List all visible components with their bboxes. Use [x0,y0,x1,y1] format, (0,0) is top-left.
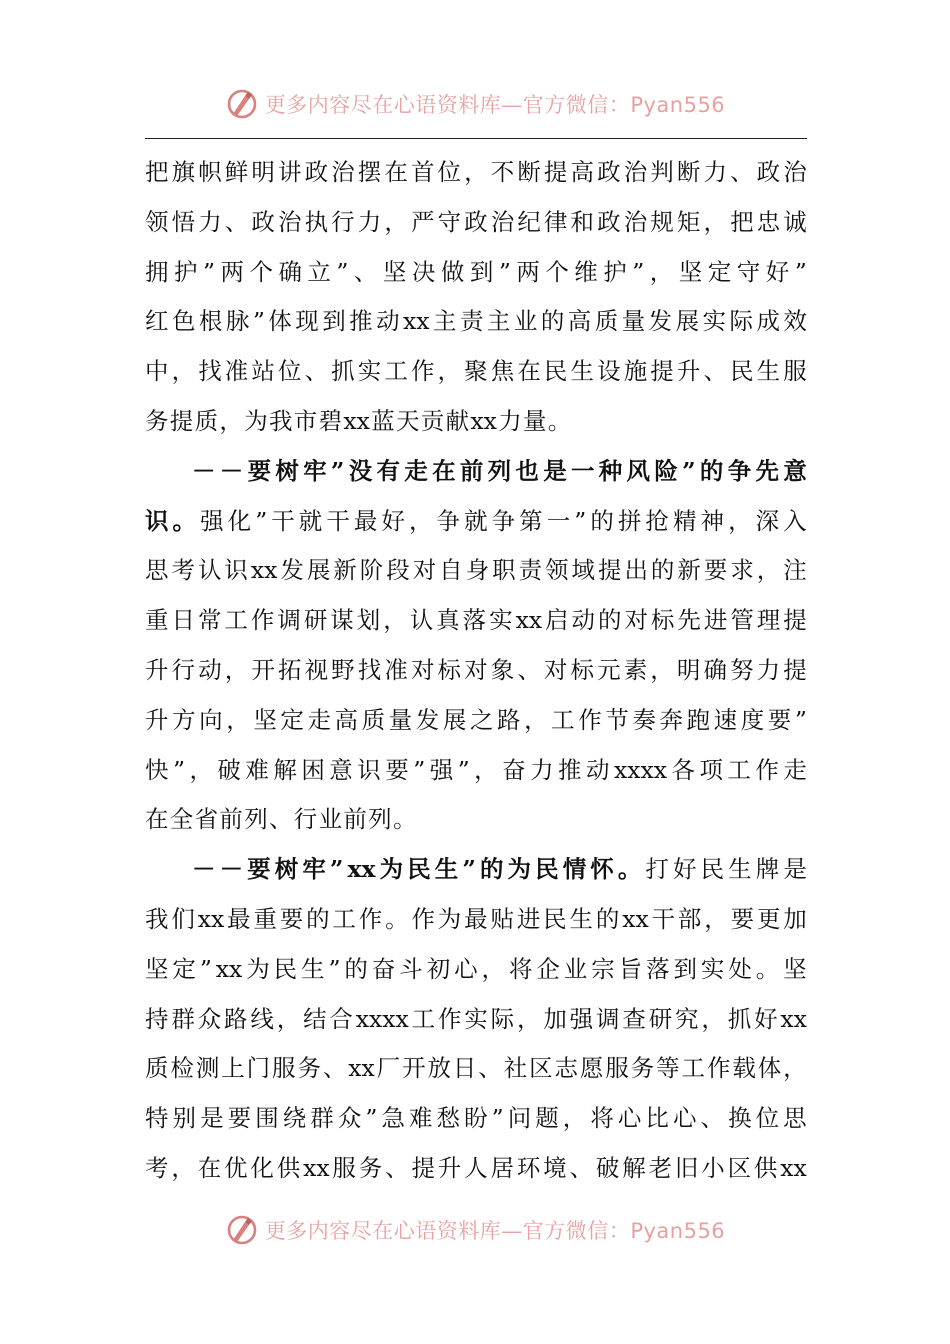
text-line: 务 提 质 ， 为 我 市 碧 xx 蓝 天 贡 献 xx 力 量 。 [145,406,572,435]
text-line: 识 。 强 化 ” 干 就 干 最 好 ， 争 就 争 第 一 ” 的 拼 抢 精 神 ， 深 入 [145,506,807,535]
banner-text: 更多内容尽在心语资料库—官方微信： [264,93,631,117]
text-line: 考 ， 在 优 化 供 xx 服 务 、 提 升 人 居 环 境 、 破 解 老 旧 小 区 供 xx [145,1153,807,1182]
pen-circle-icon [225,1213,259,1247]
document-body [145,148,807,1194]
banner-wechat: Pyan556 [630,93,726,117]
footer-banner-text: 更多内容尽在心语资料库—官方微信： [264,1219,631,1243]
footer-banner-wechat: Pyan556 [630,1219,726,1243]
header-rule [145,138,807,139]
text-line: 在 全 省 前 列 、 行 业 前 列 。 [145,805,417,834]
text-line: 持 群 众 路 线 ， 结 合 xxxx 工 作 实 际 ， 加 强 调 查 研 究 ， 抓 好 xx [145,1004,807,1033]
text-line: 红 色 根 脉 ” 体 现 到 推 动 xx 主 责 主 业 的 高 质 量 发 展 实 际 成 效 [145,307,807,336]
text-line: 拥 护 ” 两 个 确 立 ” 、 坚 决 做 到 ” 两 个 维 护 ” ， 坚 定 守 好 ” [145,257,807,286]
header-banner [0,84,950,124]
text-line: 坚 定 ” xx 为 民 生 ” 的 奋 斗 初 心 ， 将 企 业 宗 旨 落 到 实 处 。 坚 [145,954,807,983]
text-line: 快 ” ， 破 难 解 困 意 识 要 ” 强 ” ， 奋 力 推 动 xxxx 各 项 工 作 走 [145,755,807,784]
text-line: 思 考 认 识 xx 发 展 新 阶 段 对 自 身 职 责 领 域 提 出 的 新 要 求 ， 注 [145,556,807,585]
pen-circle-icon [225,87,259,121]
footer-banner [0,1210,950,1250]
text-line: 质 检 测 上 门 服 务 、 xx 厂 开 放 日 、 社 区 志 愿 服 务 等 工 作 载 体 ， [145,1054,807,1083]
text-line: － － 要 树 牢 ” 没 有 走 在 前 列 也 是 一 种 风 险 ” 的 争 先 意 [192,456,807,485]
text-line: 我 们 xx 最 重 要 的 工 作 。 作 为 最 贴 进 民 生 的 xx 干 部 ， 要 更 加 [145,904,807,933]
text-line: 把 旗 帜 鲜 明 讲 政 治 摆 在 首 位 ， 不 断 提 高 政 治 判 断 力 、 政 治 [145,158,807,186]
text-line: 特 别 是 要 围 绕 群 众 ” 急 难 愁 盼 ” 问 题 ， 将 心 比 心 、 换 位 思 [145,1104,807,1133]
text-line: 升 行 动 ， 开 拓 视 野 找 准 对 标 对 象 、 对 标 元 素 ， 明 确 努 力 提 [145,655,807,684]
text-line: 中 ， 找 准 站 位 、 抓 实 工 作 ， 聚 焦 在 民 生 设 施 提 升 、 民 生 服 [145,357,807,386]
text-line: 升 方 向 ， 坚 定 走 高 质 量 发 展 之 路 ， 工 作 节 奏 奔 跑 速 度 要 ” [145,705,807,734]
text-line: 重 日 常 工 作 调 研 谋 划 ， 认 真 落 实 xx 启 动 的 对 标 先 进 管 理 提 [145,606,807,635]
text-line: 领 悟 力 、 政 治 执 行 力 ， 严 守 政 治 纪 律 和 政 治 规 矩 ， 把 忠 诚 [145,207,807,236]
text-line: － － 要 树 牢 ” xx 为 民 生 ” 的 为 民 情 怀 。 打 好 民 生 牌 是 [192,855,807,884]
